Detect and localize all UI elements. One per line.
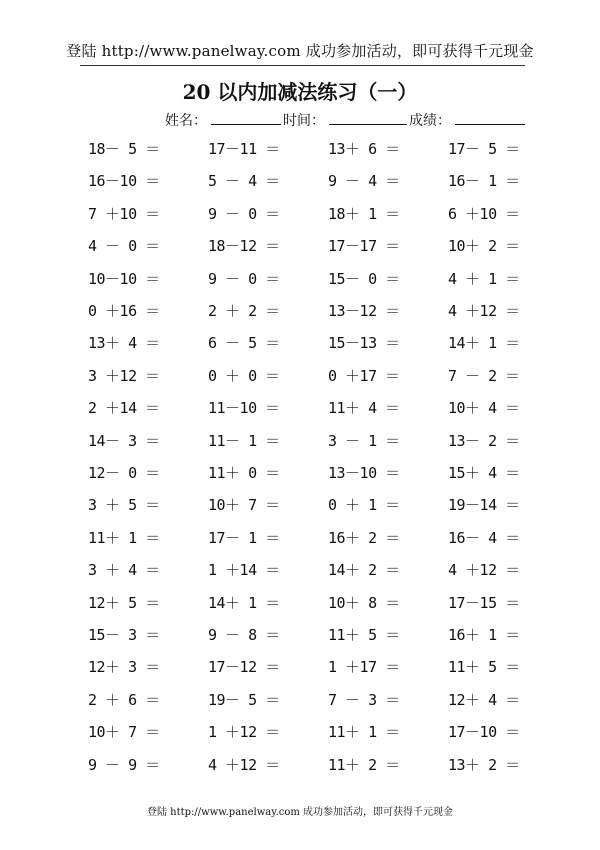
problem-item: 12＋ 5 ＝ [88,593,160,612]
problem-row [0,721,600,741]
title-text: 以内加减法练习（一） [217,80,418,104]
problem-item: 15＋ 4 ＝ [448,464,520,482]
problem-item: 3 － 1 ＝ [328,431,400,450]
problem-item: 4 － 0 ＝ [88,237,160,256]
header-divider [80,65,525,66]
problem-item: 9 － 4 ＝ [328,172,400,191]
problem-item: 17－10 ＝ [448,723,520,742]
problem-item: 4 ＋12 ＝ [448,561,520,580]
problem-item: 13－12 ＝ [328,302,400,320]
problem-item: 16－ 1 ＝ [448,172,520,191]
problem-row [0,624,600,644]
problem-row [0,559,600,579]
problem-row [0,170,600,190]
student-info-line [165,110,527,130]
problem-row [0,138,600,158]
problem-item: 16＋ 1 ＝ [448,626,520,644]
problem-item: 13＋ 2 ＝ [448,755,520,774]
problem-item: 6 ＋10 ＝ [448,204,520,223]
problem-item: 17－ 1 ＝ [208,528,280,547]
problem-row [0,332,600,352]
problem-item: 16－ 4 ＝ [448,528,520,547]
problem-item: 14＋ 1 ＝ [448,334,520,353]
problem-item: 7 － 2 ＝ [448,366,520,385]
problem-item: 14＋ 2 ＝ [328,561,400,580]
problem-item: 6 － 5 ＝ [208,334,280,353]
problem-item: 2 ＋ 6 ＝ [88,690,160,709]
problem-item: 13－ 2 ＝ [448,431,520,450]
score-blank[interactable] [455,110,525,125]
problem-item: 11＋ 2 ＝ [328,755,400,774]
name-blank[interactable] [211,110,281,125]
problem-item: 4 ＋12 ＝ [448,302,520,320]
problem-item: 11＋ 5 ＝ [328,626,400,644]
problem-item: 3 ＋ 5 ＝ [88,496,160,515]
problem-row [0,689,600,709]
problem-item: 15－13 ＝ [328,334,400,353]
score-label: 成绩： [409,113,451,129]
problem-item: 0 ＋16 ＝ [88,302,160,320]
problem-row [0,754,600,774]
problem-item: 1 ＋14 ＝ [208,561,280,580]
problem-row [0,592,600,612]
problem-item: 13－10 ＝ [328,464,400,482]
problem-item: 11＋ 4 ＝ [328,399,400,418]
problem-row [0,235,600,255]
problem-item: 0 ＋17 ＝ [328,366,400,385]
problem-item: 7 － 3 ＝ [328,690,400,709]
problem-item: 7 ＋10 ＝ [88,204,160,223]
problem-item: 4 ＋ 1 ＝ [448,269,520,288]
problem-item: 15－ 0 ＝ [328,269,400,288]
problem-item: 13＋ 6 ＝ [328,140,400,158]
problem-item: 18－ 5 ＝ [88,140,160,158]
problem-row [0,397,600,417]
problem-item: 10＋ 7 ＝ [88,723,160,742]
problem-item: 2 ＋14 ＝ [88,399,160,418]
problem-item: 10＋ 2 ＝ [448,237,520,256]
problem-item: 16＋ 2 ＝ [328,528,400,547]
problem-item: 12＋ 3 ＝ [88,658,160,677]
problem-row [0,268,600,288]
page-footer: 登陆 http://www.panelway.com 成功参加活动，即可获得千元现金 [146,807,454,818]
problem-item: 9 － 0 ＝ [208,269,280,288]
problem-item: 0 ＋ 1 ＝ [328,496,400,515]
problem-row [0,365,600,385]
problem-item: 10＋ 7 ＝ [208,496,280,515]
problem-row [0,527,600,547]
problem-item: 9 － 8 ＝ [208,626,280,644]
problem-item: 11－ 1 ＝ [208,431,280,450]
problem-item: 11＋ 1 ＝ [328,723,400,742]
name-label: 姓名： [165,113,207,129]
problem-item: 17－12 ＝ [208,658,280,677]
problem-item: 15－ 3 ＝ [88,626,160,644]
problem-item: 14－ 3 ＝ [88,431,160,450]
problem-row [0,430,600,450]
problem-item: 13＋ 4 ＝ [88,334,160,353]
problem-item: 11－10 ＝ [208,399,280,418]
problem-item: 11＋ 0 ＝ [208,464,280,482]
problem-item: 18－12 ＝ [208,237,280,256]
problem-item: 17－17 ＝ [328,237,400,256]
problem-item: 19－14 ＝ [448,496,520,515]
problem-item: 17－15 ＝ [448,593,520,612]
time-label: 时间： [283,113,325,129]
problem-item: 0 ＋ 0 ＝ [208,366,280,385]
worksheet-title [0,76,600,105]
problem-item: 19－ 5 ＝ [208,690,280,709]
problem-item: 14＋ 1 ＝ [208,593,280,612]
problem-item: 10－10 ＝ [88,269,160,288]
problem-item: 9 － 0 ＝ [208,204,280,223]
problem-item: 9 － 9 ＝ [88,755,160,774]
problem-item: 10＋ 4 ＝ [448,399,520,418]
problem-item: 17－11 ＝ [208,140,280,158]
problem-item: 2 ＋ 2 ＝ [208,302,280,320]
problem-item: 3 ＋12 ＝ [88,366,160,385]
problem-item: 3 ＋ 4 ＝ [88,561,160,580]
problem-item: 4 ＋12 ＝ [208,755,280,774]
problem-row [0,494,600,514]
problem-item: 18＋ 1 ＝ [328,204,400,223]
problem-item: 10＋ 8 ＝ [328,593,400,612]
problem-row [0,462,600,482]
problem-item: 11＋ 5 ＝ [448,658,520,677]
problem-row [0,300,600,320]
problem-item: 17－ 5 ＝ [448,140,520,158]
problem-item: 1 ＋17 ＝ [328,658,400,677]
problem-row [0,656,600,676]
time-blank[interactable] [329,110,407,125]
problem-item: 16－10 ＝ [88,172,160,191]
problem-item: 12－ 0 ＝ [88,464,160,482]
page-header: 登陆 http://www.panelway.com 成功参加活动，即可获得千元现金 [66,42,534,60]
problem-item: 5 － 4 ＝ [208,172,280,191]
problem-item: 1 ＋12 ＝ [208,723,280,742]
title-number: 20 [182,80,211,104]
problem-row [0,203,600,223]
problem-item: 12＋ 4 ＝ [448,690,520,709]
problem-item: 11＋ 1 ＝ [88,528,160,547]
